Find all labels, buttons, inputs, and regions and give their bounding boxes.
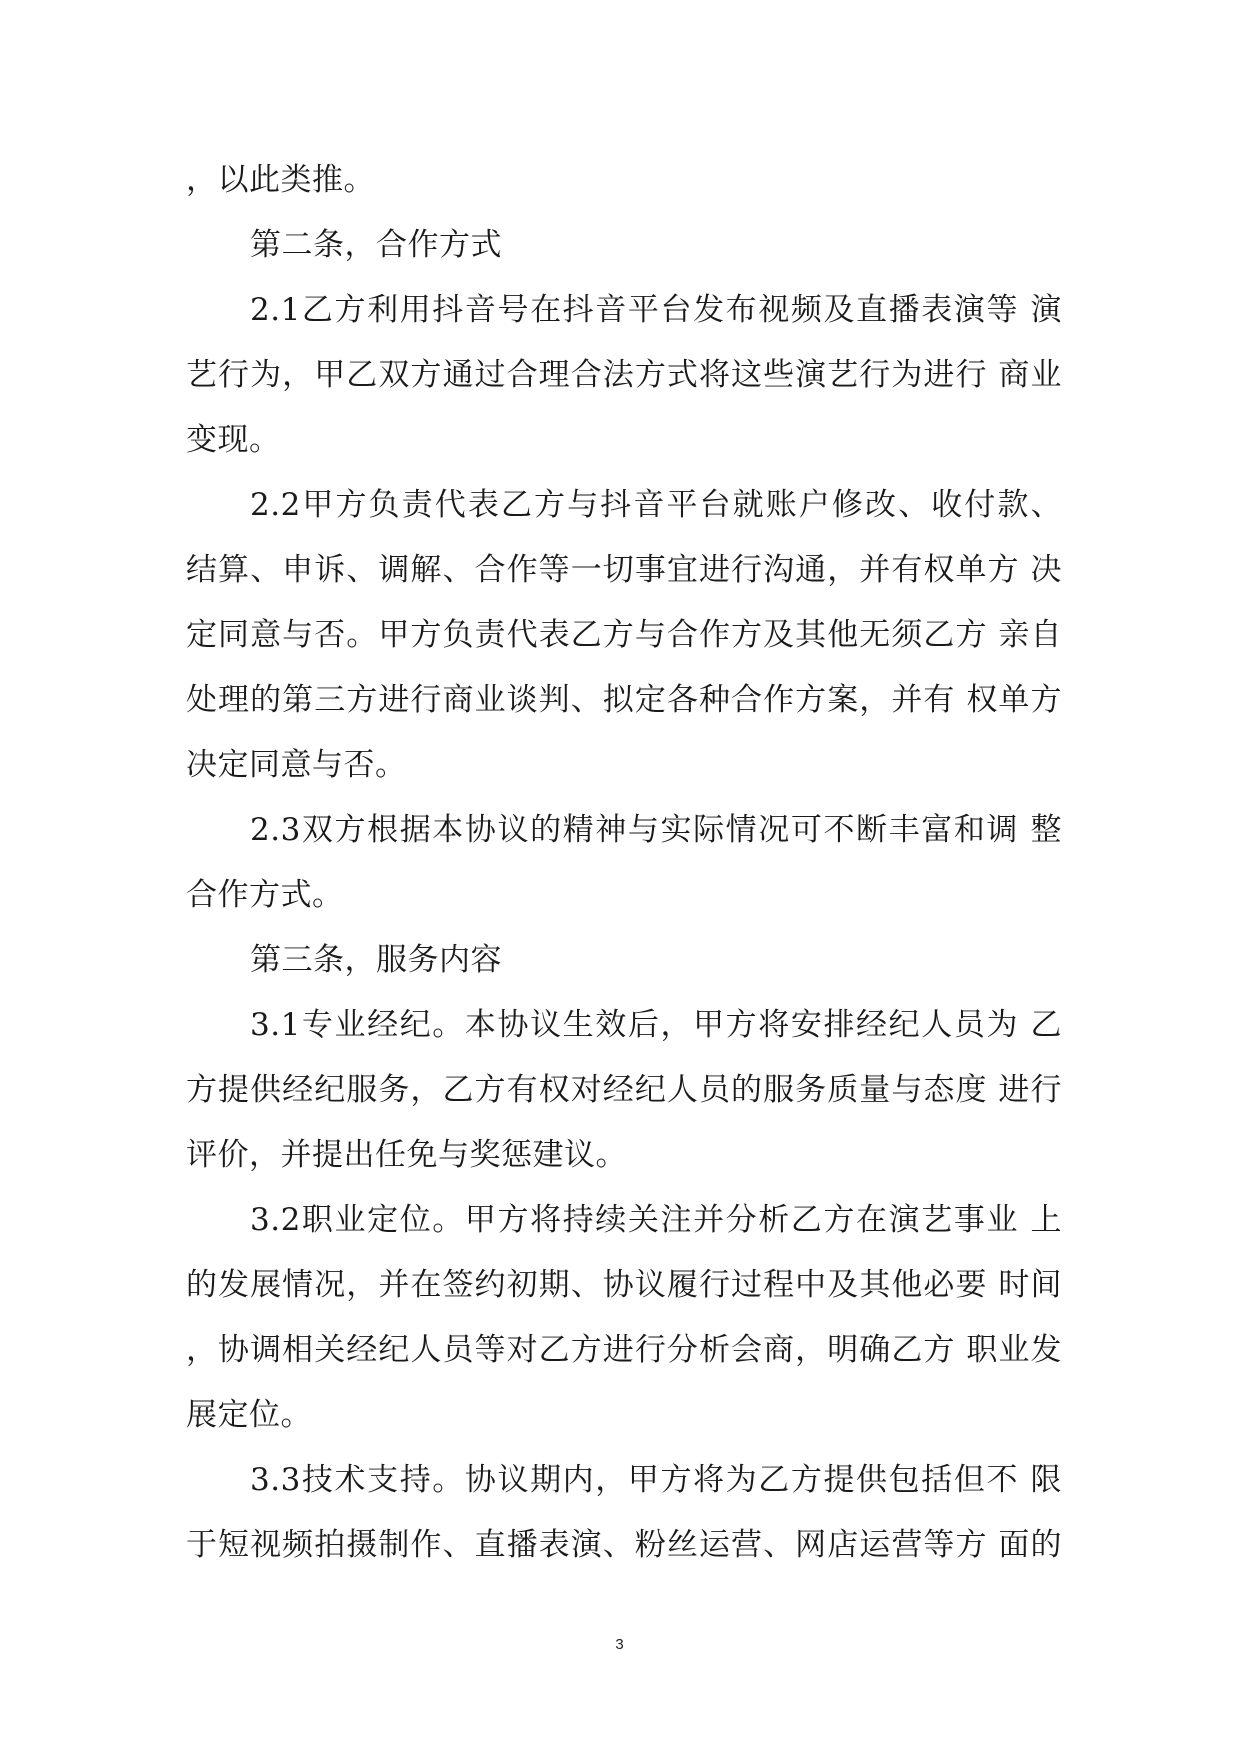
text-line: 艺行为，甲乙双方通过合理合法方式将这些演艺行为进行 商业 — [186, 357, 1062, 393]
text-line: 结算、申诉、调解、合作等一切事宜进行沟通，并有权单方 决 — [186, 552, 1062, 588]
document-body — [186, 148, 1062, 1578]
text-line: 的发展情况，并在签约初期、协议履行过程中及其他必要 时间 — [186, 1267, 1062, 1303]
text-line: 3.3技术支持。协议期内，甲方将为乙方提供包括但不 限 — [250, 1462, 1062, 1498]
text-line: 合作方式。 — [186, 877, 344, 913]
section-heading: 第三条，服务内容 — [250, 942, 502, 978]
text-line: 处理的第三方进行商业谈判、拟定各种合作方案，并有 权单方 — [186, 682, 1062, 718]
text-line: 决定同意与否。 — [186, 747, 407, 783]
text-line: 展定位。 — [186, 1397, 312, 1433]
text-line: 3.2职业定位。甲方将持续关注并分析乙方在演艺事业 上 — [250, 1202, 1062, 1238]
text-line: ，协调相关经纪人员等对乙方进行分析会商，明确乙方 职业发 — [186, 1332, 1062, 1368]
text-line: 评价，并提出任免与奖惩建议。 — [186, 1137, 627, 1173]
page-number: 3 — [615, 1636, 624, 1653]
text-line: 方提供经纪服务，乙方有权对经纪人员的服务质量与态度 进行 — [186, 1072, 1062, 1108]
text-line: 变现。 — [186, 422, 281, 458]
text-line: 定同意与否。甲方负责代表乙方与合作方及其他无须乙方 亲自 — [186, 617, 1062, 653]
text-line: 2.1乙方利用抖音号在抖音平台发布视频及直播表演等 演 — [250, 292, 1062, 328]
section-heading: 第二条，合作方式 — [250, 227, 502, 263]
text-line: 2.2甲方负责代表乙方与抖音平台就账户修改、收付款、 — [250, 487, 1062, 523]
text-line: ，以此类推。 — [186, 162, 375, 198]
text-line: 3.1专业经纪。本协议生效后，甲方将安排经纪人员为 乙 — [250, 1007, 1062, 1043]
text-line: 2.3双方根据本协议的精神与实际情况可不断丰富和调 整 — [250, 812, 1062, 848]
text-line: 于短视频拍摄制作、直播表演、粉丝运营、网店运营等方 面的 — [186, 1527, 1062, 1563]
